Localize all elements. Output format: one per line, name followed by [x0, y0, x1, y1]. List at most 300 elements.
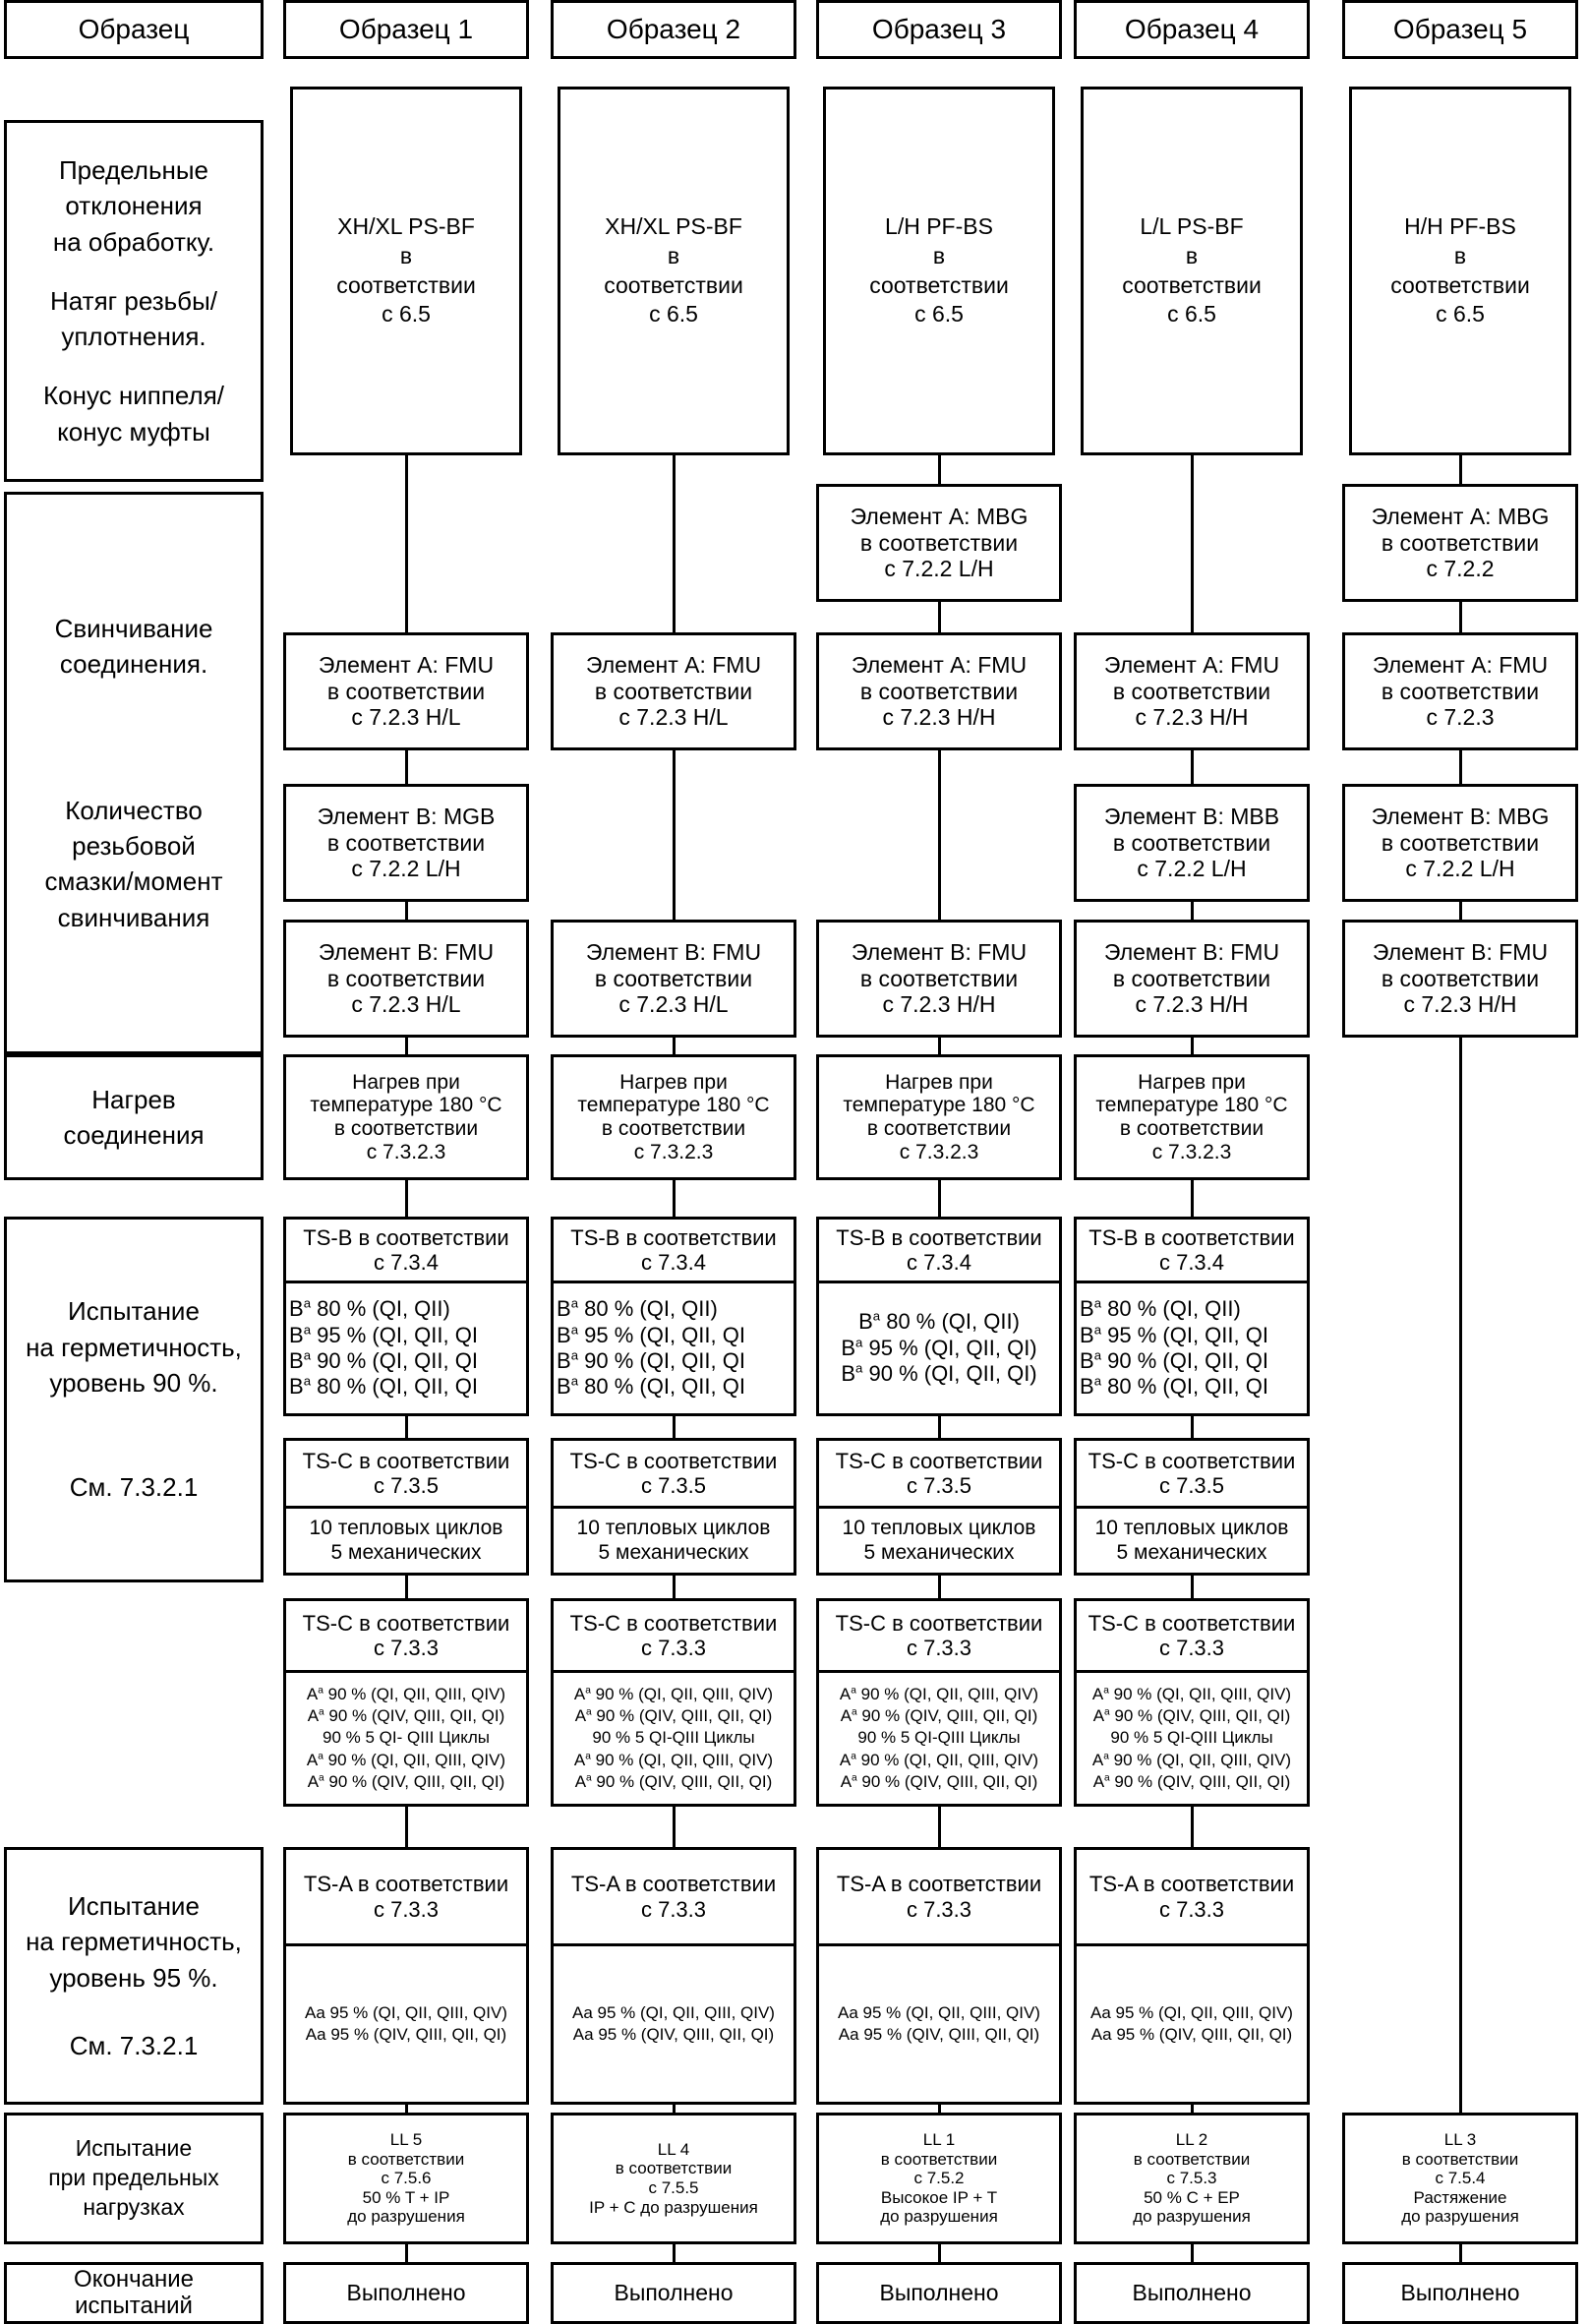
element-b-mbg-box [1074, 784, 1310, 902]
symbol: A [840, 1706, 853, 1726]
ts-c-sealing-block [283, 1598, 529, 1807]
text-line: в [399, 242, 413, 268]
value: 90 % (QIV, QIII, QII, QI) [856, 1771, 1038, 1791]
tolerance-box [558, 87, 790, 455]
ts-b-block [1074, 1217, 1310, 1416]
element-a-fmu-box [1074, 632, 1310, 750]
text-line: в соответствии [880, 2149, 998, 2169]
ts-b-header [554, 1220, 794, 1281]
text-line: температуре 180 °C [1095, 1094, 1288, 1117]
value: 90 % (QI, QII, QIII, QIV) [590, 1685, 774, 1704]
heating-box [283, 1054, 529, 1180]
ts-a-block [283, 1847, 529, 2105]
value: 90 % (QIV, QIII, QII, QI) [591, 1771, 773, 1791]
ts-c-thermal-header [1077, 1441, 1307, 1506]
text-line: с 7.5.6 [381, 2169, 432, 2188]
superscript: a [855, 1360, 863, 1376]
text-line [858, 1309, 1020, 1335]
text-line [1080, 1323, 1268, 1348]
text-line: TS-C в соответствии [835, 1448, 1043, 1473]
text-line: См. 7.3.2.1 [69, 2030, 199, 2060]
text-line: Конус ниппеля/ [42, 381, 224, 411]
text-line [840, 1750, 1038, 1771]
label-machining [4, 120, 264, 482]
symbol: B [841, 1335, 856, 1360]
text-line: в соответствии [859, 529, 1019, 556]
value: 95 % (QI, QII, QI) [862, 1335, 1037, 1360]
text-line [1080, 1348, 1268, 1374]
text-line: Свинчивание [54, 613, 213, 643]
text-line: в соответствии [1381, 829, 1540, 856]
symbol: B [289, 1374, 304, 1400]
done-box: Выполнено [816, 2262, 1062, 2324]
connector-line [1459, 455, 1462, 484]
symbol: B [1080, 1322, 1094, 1347]
done-box: Выполнено [551, 2262, 796, 2324]
heating-box [551, 1054, 796, 1180]
superscript: a [1093, 1374, 1102, 1390]
text-line: TS-C в соответствии [569, 1448, 778, 1473]
text-line: соединения [63, 1120, 205, 1150]
text-line: в соответствии [1119, 1117, 1265, 1140]
label-group [70, 2028, 199, 2063]
superscript: a [1104, 1706, 1110, 1718]
text-line: в соответствии [333, 1117, 479, 1140]
connector-line [1191, 2244, 1194, 2262]
done-box: Выполнено [1342, 2262, 1578, 2324]
text-line: уплотнения. [61, 322, 206, 352]
ts-a-header [1077, 1850, 1307, 1943]
symbol: A [573, 1685, 586, 1704]
text-line [841, 1361, 1036, 1387]
ts-c-sealing-header [819, 1601, 1059, 1670]
text-line [557, 1323, 745, 1348]
connector-line [673, 1416, 676, 1438]
text-line: на герметичность, [26, 1332, 242, 1362]
connector-line [1459, 750, 1462, 784]
text-line: TS-A в соответствии [303, 1872, 509, 1897]
ts-b-block [816, 1217, 1062, 1416]
superscript: a [1103, 1685, 1109, 1697]
text-line: свинчивания [57, 902, 210, 932]
value: 80 % (QI, QII, QI [311, 1374, 478, 1400]
text-line: Элемент B: FMU [851, 939, 1028, 966]
limit-load-box [816, 2113, 1062, 2244]
value: 90 % (QI, QII, QIII, QIV) [323, 1750, 506, 1769]
text-line: в соответствии [1381, 678, 1540, 704]
text-line: соответствии [604, 271, 743, 298]
text-line: Испытание [68, 1890, 200, 1921]
value: 90 % (QIV, QIII, QII, QI) [323, 1706, 505, 1726]
text-line: с 7.3.4 [640, 1250, 707, 1275]
text-line: в [667, 242, 680, 268]
text-line: в соответствии [1133, 2149, 1251, 2169]
text-line: в соответствии [859, 965, 1019, 991]
text-line: Высокое IP + T [880, 2187, 998, 2207]
text-line: при предельных [48, 2165, 219, 2191]
text-line: конус муфты [57, 416, 210, 447]
text-line [289, 1374, 478, 1400]
text-line: с 7.3.2.3 [366, 1140, 446, 1163]
limit-load-box [551, 2113, 796, 2244]
text-line: в [932, 242, 946, 268]
connector-line [405, 1038, 408, 1054]
symbol: A [1092, 1771, 1105, 1791]
text-line: LL 3 [1443, 2130, 1477, 2150]
text-line: с 7.2.3 H/H [882, 704, 996, 731]
sample-header-1: Образец 1 [283, 0, 529, 59]
symbol: A [574, 1706, 587, 1726]
connector-line [405, 750, 408, 784]
connector-line [405, 1807, 408, 1847]
text-line: с 7.2.3 H/L [351, 704, 461, 731]
text-line: XH/XL PS-BF [605, 212, 742, 239]
connector-line [938, 2105, 941, 2113]
text-line: 10 тепловых циклов [842, 1517, 1036, 1540]
text-line: Растяжение [1413, 2187, 1507, 2207]
text-line: Элемент B: FMU [585, 939, 762, 966]
connector-line [673, 2105, 676, 2113]
connector-line [1459, 2244, 1462, 2262]
text-line: Aa 95 % (QI, QII, QIII, QIV) [1090, 2002, 1293, 2022]
text-line [289, 1323, 478, 1348]
text-line [841, 1336, 1036, 1361]
text-line: TS-C в соответствии [302, 1448, 510, 1473]
connector-line [1459, 902, 1462, 920]
tolerance-box [1349, 87, 1571, 455]
text-line: в соответствии [1381, 965, 1540, 991]
element-a-fmu-box [551, 632, 796, 750]
text-line: TS-C в соответствии [569, 1610, 778, 1636]
text-line: IP + C до разрушения [589, 2197, 758, 2217]
superscript: a [1093, 1295, 1102, 1311]
sample-header-5: Образец 5 [1342, 0, 1578, 59]
label-group [48, 2134, 219, 2223]
text-line [1092, 1684, 1291, 1705]
superscript: a [303, 1347, 312, 1363]
value: 90 % (QIV, QIII, QII, QI) [1109, 1706, 1291, 1726]
symbol: A [306, 1750, 319, 1769]
symbol: B [557, 1296, 571, 1322]
label-group [44, 793, 222, 936]
ts-c-thermal-header [286, 1441, 526, 1506]
ts-a-header [554, 1850, 794, 1943]
text-line [592, 1727, 754, 1749]
text-line: Элемент B: MGB [317, 804, 496, 830]
text-line [289, 1348, 478, 1374]
text-line: с 7.2.3 H/L [618, 991, 729, 1018]
text-line: с 7.3.5 [906, 1473, 972, 1498]
limit-load-box [283, 2113, 529, 2244]
tolerance-box [290, 87, 522, 455]
text-line [575, 1771, 773, 1793]
superscript: a [1103, 1750, 1109, 1761]
text-line: Элемент A: FMU [851, 652, 1028, 679]
symbol: B [557, 1374, 571, 1400]
text-line: температуре 180 °C [310, 1094, 502, 1117]
connector-line [405, 1416, 408, 1438]
label-end [4, 2262, 264, 2324]
text-line: LL 2 [1175, 2130, 1208, 2150]
superscript: a [585, 1750, 591, 1761]
connector-line [938, 750, 941, 920]
text-line: с 6.5 [914, 301, 964, 328]
ts-c-thermal-block [551, 1438, 796, 1576]
text-line: Нагрев при [352, 1070, 460, 1094]
symbol: B [557, 1322, 571, 1347]
connector-line [938, 1416, 941, 1438]
text-line: с 7.2.2 [1426, 556, 1495, 582]
superscript: a [1093, 1347, 1102, 1363]
sample-header-2: Образец 2 [551, 0, 796, 59]
symbol: B [1080, 1296, 1094, 1322]
text-line: с 7.3.3 [906, 1636, 972, 1660]
text-line: 10 тепловых циклов [309, 1517, 503, 1540]
text-line: в [1185, 242, 1199, 268]
connector-line [1191, 1180, 1194, 1217]
symbol: B [289, 1322, 304, 1347]
ts-c-sealing-block [1074, 1598, 1310, 1807]
text-line [323, 1727, 490, 1749]
symbol: A [840, 1771, 853, 1791]
text-line: до разрушения [1401, 2207, 1519, 2227]
text-line [1080, 1374, 1268, 1400]
superscript: a [586, 1706, 592, 1718]
value: 90 % (QI, QII, QIII, QIV) [855, 1750, 1039, 1769]
text-line: Нагрев при [1138, 1070, 1246, 1094]
connector-line [1459, 1038, 1462, 2113]
ts-b-header [819, 1220, 1059, 1281]
connector-line [1459, 602, 1462, 632]
text-line: в соответствии [326, 678, 486, 704]
text-line: с 7.3.4 [906, 1250, 972, 1275]
value: 90 % 5 QI-QIII Циклы [857, 1728, 1021, 1748]
text-line: с 7.3.3 [906, 1896, 972, 1922]
text-line: 10 тепловых циклов [1094, 1517, 1289, 1540]
element-a-mbg-box [816, 484, 1062, 602]
text-line: с 7.5.5 [648, 2178, 699, 2197]
text-line [1093, 1705, 1291, 1727]
element-a-fmu-box [816, 632, 1062, 750]
text-line [307, 1750, 505, 1771]
text-line: с 7.2.3 H/H [1135, 991, 1249, 1018]
value: 90 % (QI, QII, QI [1101, 1348, 1268, 1373]
ts-b-results [1077, 1281, 1307, 1413]
connector-line [1191, 1576, 1194, 1598]
value: 80 % (QI, QII, QI [1101, 1374, 1268, 1400]
element-b-fmu-box [1074, 920, 1310, 1038]
ts-c-thermal-header [819, 1441, 1059, 1506]
value: 80 % (QI, QII) [311, 1296, 450, 1322]
connector-line [673, 750, 676, 920]
connector-line [1191, 2105, 1194, 2113]
text-line: с 7.2.3 H/H [882, 991, 996, 1018]
value: 80 % (QI, QII) [1101, 1296, 1241, 1322]
text-line: Элемент A: FMU [585, 652, 762, 679]
text-line: уровень 90 %. [49, 1368, 218, 1399]
symbol: B [841, 1361, 856, 1387]
text-line: с 6.5 [649, 301, 698, 328]
ts-c-sealing-header [1077, 1601, 1307, 1670]
value: 90 % (QI, QII, QIII, QIV) [1108, 1750, 1292, 1769]
text-line: с 7.2.2 L/H [351, 856, 461, 882]
text-line: в соответствии [594, 965, 753, 991]
text-line: TS-C в соответствии [835, 1610, 1043, 1636]
text-line [1093, 1771, 1291, 1793]
label-makeup [4, 492, 264, 1054]
element-b-fmu-box [1342, 920, 1578, 1038]
text-line [575, 1705, 773, 1727]
value: 90 % (QI, QII, QI [578, 1348, 745, 1373]
text-line: с 7.3.4 [373, 1250, 440, 1275]
ts-a-results [1077, 1943, 1307, 2102]
text-line [308, 1771, 505, 1793]
connector-line [938, 1807, 941, 1847]
connector-line [673, 1576, 676, 1598]
label-group [43, 378, 224, 449]
symbol: A [574, 1771, 587, 1791]
sample-header-4: Образец 4 [1074, 0, 1310, 59]
symbol: B [289, 1296, 304, 1322]
text-line [574, 1684, 773, 1705]
text-line: резьбовой [72, 830, 196, 861]
text-line: с 7.3.5 [373, 1473, 440, 1498]
text-line: до разрушения [880, 2207, 998, 2227]
connector-line [405, 2105, 408, 2113]
ts-c-thermal-block [283, 1438, 529, 1576]
connector-line [1191, 1038, 1194, 1054]
text-line: в соответствии [615, 2159, 733, 2178]
ts-a-header [286, 1850, 526, 1943]
ts-a-results [819, 1943, 1059, 2102]
ts-c-sealing-header [286, 1601, 526, 1670]
superscript: a [319, 1706, 324, 1718]
ts-b-results [286, 1281, 526, 1413]
tolerance-box [823, 87, 1055, 455]
connector-line [1191, 1807, 1194, 1847]
value: 90 % 5 QI-QIII Циклы [592, 1728, 755, 1748]
label-seal90 [4, 1217, 264, 1582]
value: 90 % 5 QI- QIII Циклы [323, 1728, 490, 1748]
text-line: с 7.2.3 [1426, 704, 1495, 731]
symbol: A [839, 1750, 852, 1769]
ts-c-sealing-results [554, 1670, 794, 1804]
value: 90 % (QI, QII, QI) [862, 1361, 1037, 1387]
text-line: соответствии [336, 271, 476, 298]
text-line: 50 % T + IP [362, 2187, 450, 2207]
text-line: LL 4 [657, 2139, 690, 2159]
text-line: 5 механических [1116, 1540, 1267, 1564]
superscript: a [303, 1295, 312, 1311]
ts-c-thermal-cycles [286, 1506, 526, 1573]
text-line: соответствии [1122, 271, 1262, 298]
connector-line [405, 1180, 408, 1217]
symbol: A [1091, 1685, 1104, 1704]
text-line: Элемент A: FMU [1103, 652, 1280, 679]
text-line: температуре 180 °C [843, 1094, 1035, 1117]
label-group [53, 152, 214, 260]
connector-line [1191, 902, 1194, 920]
label-group [70, 1469, 199, 1505]
text-line: с 7.3.3 [640, 1896, 707, 1922]
ts-a-results [554, 1943, 794, 2102]
label-limit [4, 2113, 264, 2244]
ts-c-sealing-block [551, 1598, 796, 1807]
text-line: Натяг резьбы/ [50, 285, 217, 316]
value: 95 % (QI, QII, QI [578, 1322, 745, 1347]
symbol: A [306, 1685, 319, 1704]
superscript: a [852, 1771, 857, 1783]
value: 90 % (QIV, QIII, QII, QI) [1109, 1771, 1291, 1791]
text-line [557, 1296, 718, 1322]
symbol: B [289, 1348, 304, 1373]
connector-line [405, 2244, 408, 2262]
text-line: 5 механических [598, 1540, 749, 1564]
text-line: до разрушения [1133, 2207, 1251, 2227]
ts-b-results [819, 1281, 1059, 1413]
label-group [26, 1888, 242, 1996]
text-line: Aa 95 % (QIV, QIII, QII, QI) [838, 2025, 1040, 2044]
text-line: Aa 95 % (QIV, QIII, QII, QI) [572, 2025, 775, 2044]
ts-a-header [819, 1850, 1059, 1943]
ts-c-sealing-results [286, 1670, 526, 1804]
label-group [74, 2267, 194, 2319]
text-line: в соответствии [326, 965, 486, 991]
heating-box [816, 1054, 1062, 1180]
text-line: с 7.2.3 H/L [618, 704, 729, 731]
text-line [557, 1374, 745, 1400]
connector-line [405, 455, 408, 632]
text-line: Элемент A: MBG [1371, 504, 1550, 530]
ts-c-thermal-cycles [819, 1506, 1059, 1573]
connector-line [405, 902, 408, 920]
text-line: Элемент A: MBG [850, 504, 1029, 530]
superscript: a [570, 1295, 579, 1311]
symbol: B [858, 1309, 873, 1335]
text-line: Aa 95 % (QI, QII, QIII, QIV) [305, 2002, 507, 2022]
ts-c-thermal-cycles [1077, 1506, 1307, 1573]
text-line: TS-B в соответствии [303, 1224, 509, 1250]
connector-line [938, 602, 941, 632]
text-line: с 7.5.4 [1435, 2169, 1486, 2188]
text-line: соединения. [59, 649, 208, 680]
text-line: с 7.3.3 [640, 1636, 707, 1660]
text-line: Элемент B: MBB [1103, 804, 1280, 830]
text-line: TS-B в соответствии [836, 1224, 1042, 1250]
text-line: с 7.2.3 H/H [1403, 991, 1517, 1018]
value: 80 % (QI, QII, QI [578, 1374, 745, 1400]
superscript: a [318, 1750, 323, 1761]
text-line: в соответствии [1401, 2149, 1519, 2169]
value: 90 % (QIV, QIII, QII, QI) [856, 1706, 1038, 1726]
text-line: с 7.3.4 [1158, 1250, 1225, 1275]
ts-c-thermal-block [1074, 1438, 1310, 1576]
ts-b-block [283, 1217, 529, 1416]
text-line: Нагрев при [619, 1070, 728, 1094]
element-a-mbg-box [1342, 484, 1578, 602]
label-seal95 [4, 1847, 264, 2105]
symbol: A [1091, 1750, 1104, 1769]
symbol: B [557, 1348, 571, 1373]
text-line: TS-B в соответствии [570, 1224, 777, 1250]
symbol: A [307, 1771, 320, 1791]
connector-line [1191, 1416, 1194, 1438]
text-line: TS-C в соответствии [1088, 1448, 1296, 1473]
text-line: Aa 95 % (QIV, QIII, QII, QI) [1090, 2025, 1293, 2044]
superscript: a [318, 1685, 323, 1697]
text-line [840, 1684, 1038, 1705]
element-b-fmu-box [283, 920, 529, 1038]
